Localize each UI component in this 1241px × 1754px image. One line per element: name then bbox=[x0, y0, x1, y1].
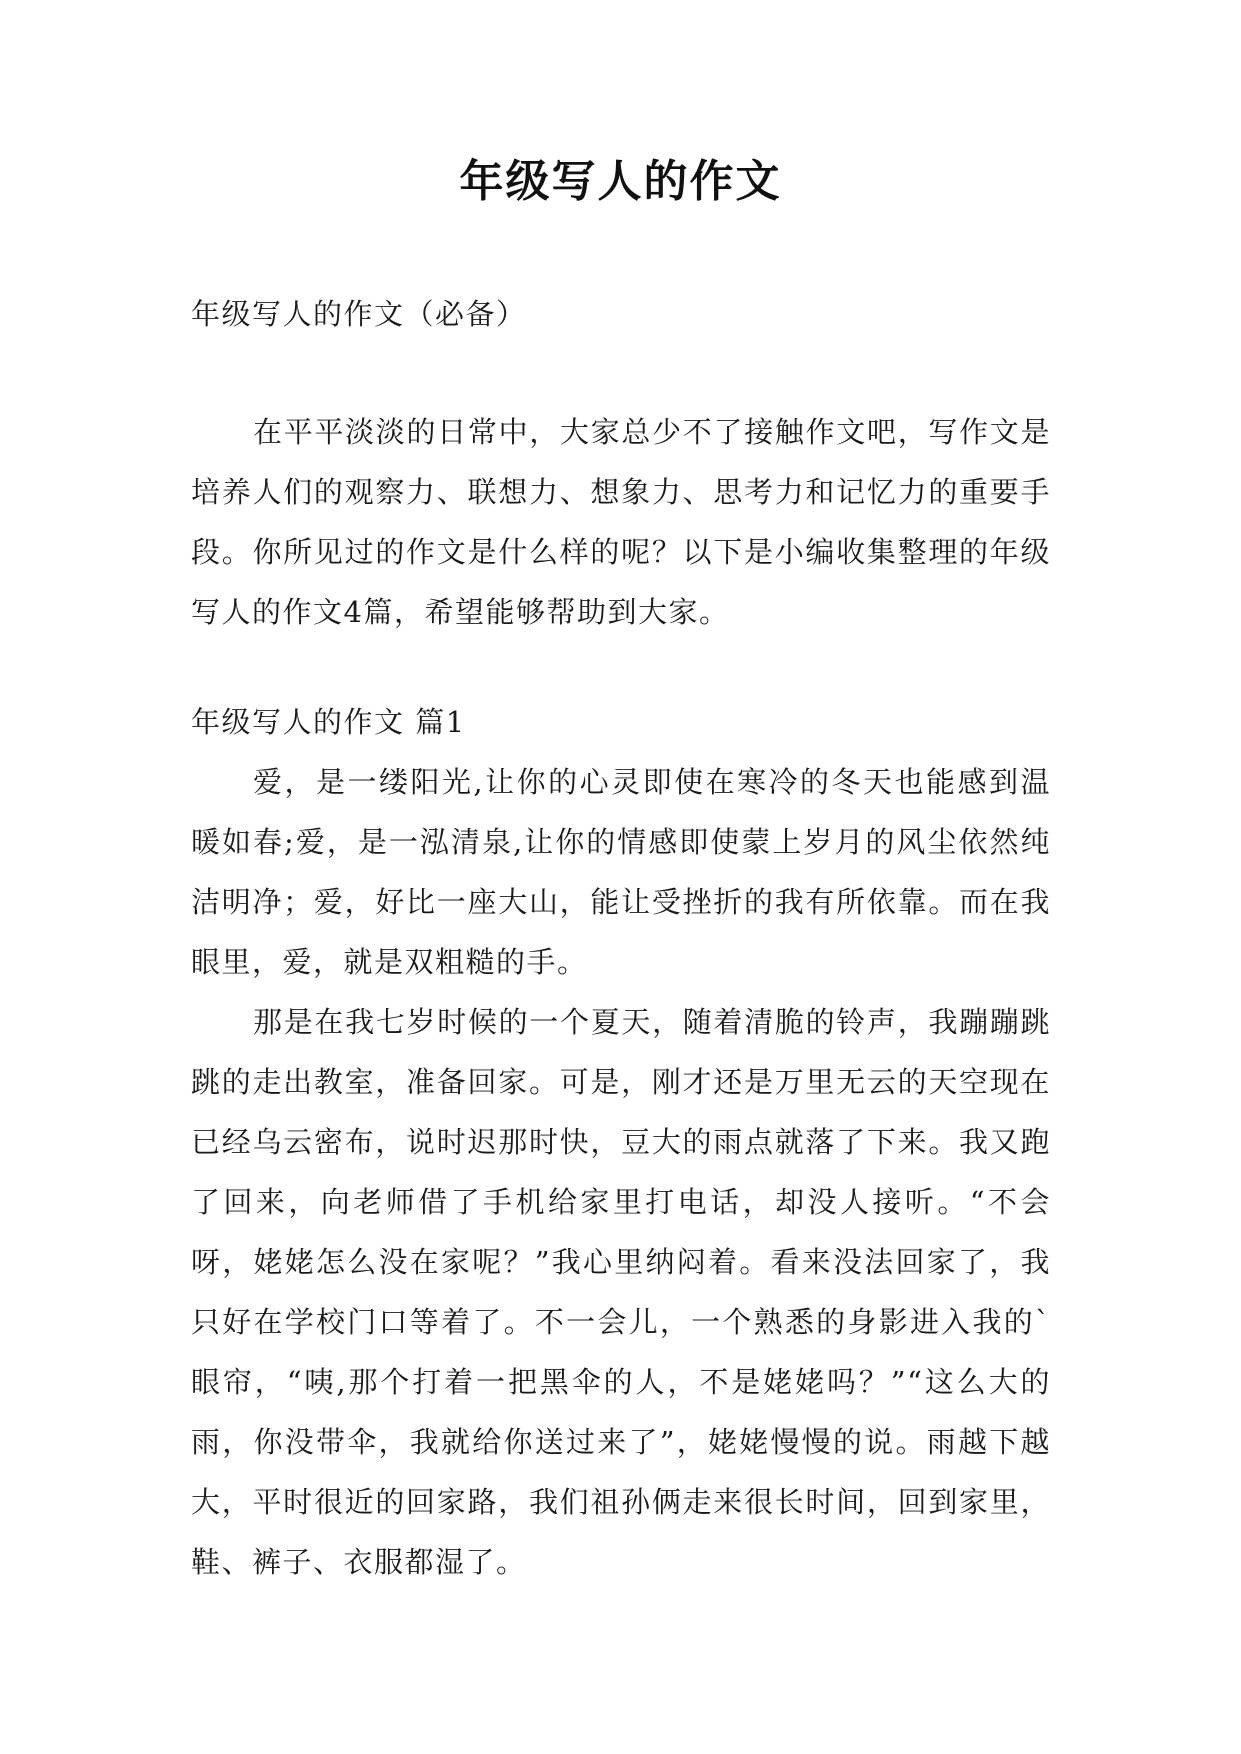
section-body bbox=[191, 752, 1051, 1592]
section-heading: 年级写人的作文 篇1 bbox=[191, 705, 466, 739]
intro-paragraph: 在平平淡淡的日常中，大家总少不了接触作文吧，写作文是培养人们的观察力、联想力、想象力、思考力和记忆力的重要手段。你所见过的作文是什么样的呢？以下是小编收集整理的年级写人的作文4篇，希望能够帮助到大家。 bbox=[191, 415, 1051, 629]
body-paragraph: 爱，是一缕阳光,让你的心灵即使在寒冷的冬天也能感到温暖如春;爱，是一泓清泉,让你的情感即使蒙上岁月的风尘依然纯洁明净；爱，好比一座大山，能让受挫折的我有所依靠。而在我眼里，爱，就是双粗糙的手。 bbox=[191, 765, 1051, 979]
document-subtitle: 年级写人的作文（必备） bbox=[191, 297, 527, 331]
body-paragraph: 那是在我七岁时候的一个夏天，随着清脆的铃声，我蹦蹦跳跳的走出教室，准备回家。可是，刚才还是万里无云的天空现在已经乌云密布，说时迟那时快，豆大的雨点就落了下来。我又跑了回来，向老师借了手机给家里打电话，却没人接听。“不会呀，姥姥怎么没在家呢？”我心里纳闷着。看来没法回家了，我只好在学校门口等着了。不一会儿，一个熟悉的身影进入我的`眼帘，“咦,那个打着一把黑伞的人，不是姥姥吗？”“这么大的雨，你没带伞，我就给你送过来了”，姥姥慢慢的说。雨越下越大，平时很近的回家路，我们祖孙俩走来很长时间，回到家里，鞋、裤子、衣服都湿了。 bbox=[191, 1005, 1051, 1579]
document-title: 年级写人的作文 bbox=[459, 156, 782, 207]
